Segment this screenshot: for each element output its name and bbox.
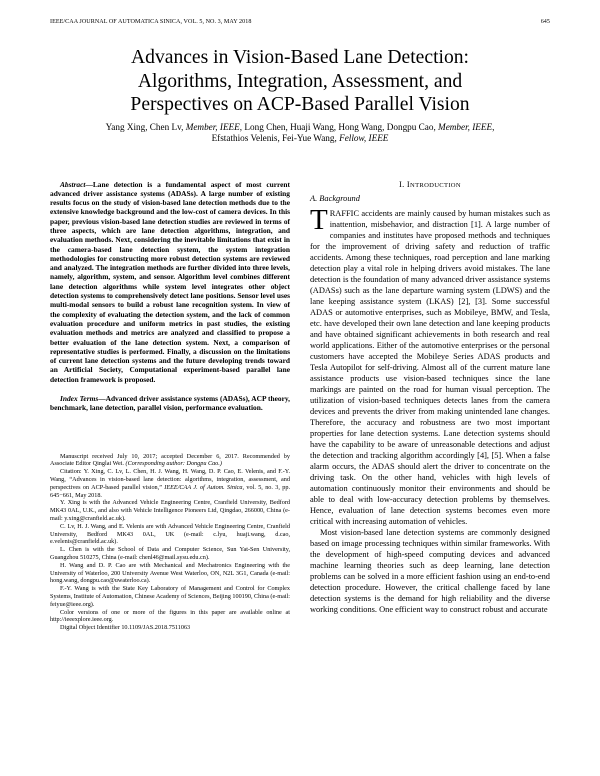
running-header (50, 18, 550, 26)
footnote-affiliation: H. Wang and D. P. Cao are with Mechanical and Mechatronics Engineering with the University of Waterloo, 200 University Avenue West Waterloo, ON, N2L 3G1, Canada (e-mail: hong.wang, dongpu.cao@uwaterloo.ca). (50, 561, 290, 585)
footnote-received: Manuscript received July 10, 2017; accepted December 6, 2017. Recommended by Associate Editor Qinglai Wei. (Corresponding author: Dongpu Cao.) (50, 452, 290, 468)
intro-paragraph: Most vision-based lane detection systems are commonly designed based on image processing techniques within similar frameworks. With the development of high-speed computing devices and advanced machine learning theories such as deep learning, lane detection problems can be solved in a more efficient fashion using an end-to-end detection procedure. However, the critical challenge faced by lane detection systems is the demand for high reliability and the diverse working conditions. One efficient way to construct robust and accurate (310, 527, 550, 614)
abstract-text: —Lane detection is a fundamental aspect of most current advanced driver assistance systems (ADASs). A large number of existing results focus on the study of vision-based lane detection methods due to the extensive knowledge background and the low-cost of camera devices. In this paper, previous vision-based lane detection studies are reviewed in terms of three aspects, which are lane detection algorithms, integration, and evaluation methods. Next, considering the inevitable limitations that exist in the camera-based lane detection system, the system integration methodologies for constructing more robust detection systems are reviewed and analyzed. The integration methods are further divided into three levels, namely, algorithm, system, and sensor. Algorithm level combines different lane detection algorithms while system level integrates other object detection systems to comprehensively detect lane positions. Sensor level uses multi-modal sensors to build a robust lane recognition system. In view of the complexity of evaluating the detection system, and the lack of common evaluation procedure and uniform metrics in past studies, the existing evaluation methods and metrics are analyzed and classified to propose a better evaluation of the lane detection system. Next, a comparison of representative studies is performed. Finally, a discussion on the limitations of current lane detection systems and the future developing trends toward an Artificial Society, Computational experiment-based parallel lane detection framework is proposed. (50, 179, 290, 384)
paper-title (50, 46, 550, 117)
footnote-affiliation: F.-Y. Wang is with the State Key Laboratory of Management and Control for Complex Systems, Institute of Automation, Chinese Academy of Sciences, Beijing 100190, China (e-mail: feiyue@ieee.org). (50, 585, 290, 608)
title-line: Algorithms, Integration, Assessment, and (137, 70, 463, 92)
footnotes (50, 453, 290, 632)
title-line: Perspectives on ACP-Based Parallel Vision (130, 94, 470, 115)
author-line: Efstathios Velenis, Fei-Yue Wang, Fellow, IEEE (211, 133, 389, 143)
two-column-body (50, 180, 550, 632)
abstract (50, 180, 290, 385)
subsection-heading: A. Background (310, 193, 360, 203)
author-line: Yang Xing, Chen Lv, Member, IEEE, Long Chen, Huaji Wang, Hong Wang, Dongpu Cao, Member, IEEE, (105, 121, 495, 132)
footnote-citation: Citation: Y. Xing, C. Lv, L. Chen, H. J. Wang, H. Wang, D. P. Cao, E. Velenis, and F.-Y. Wang, “Advances in vision-based lane detection: algorithms, integration, assessment, and perspectives on ACP-based parallel vision,” IEEE/CAA J. of Autom. Sinica, vol. 5, no. 3, pp. 645−661, May 2018. (50, 468, 290, 499)
footnote-affiliation: Y. Xing is with the Advanced Vehicle Engineering Centre, Cranfield University, Bedford MK43 0AL, U.K., and also with Vehicle Intelligence Pioneers Ltd, Qingdao, 266000, China (e-mail: y.xing@cranfield.ac.uk). (50, 499, 290, 522)
intro-paragraph: TRAFFIC accidents are mainly caused by human mistakes such as inattention, misbehavior, and distraction [1]. A large number of companies and institutes have proposed methods and techniques for the improvement of driving safety and reduction of traffic accidents. Among these techniques, road perception and lane marking detection play a vital role in helping drivers avoid mistakes. The lane detection is the foundation of many advanced driver assistance systems (ADASs) such as the lane departure warning system (LDWS) and the lane keeping assistance system (LKAS) [2], [3]. Some successful ADAS or automotive enterprises, such as Mobileye, BMW, and Tesla, etc. have developed their own lane detection and lane keeping products and have obtained significant achievements in both research and real world applications. Either of the automotive enterprises or the personal customers have accepted the Mobileye Series ADAS products and Tesla Autopilot for self-driving. Almost all of the current mature lane assistance products use vision-based techniques since the lane markings are painted on the road for human visual perception. The utilization of vision-based techniques detects lanes from the camera devices and prevents the driver from making unintended lane changes. Therefore, the accuracy and robustness are two most important properties for lane detection systems. Lane detection systems should have the capability to be aware of unreasonable detections and adjust the detection and tracking algorithm accordingly [4], [5]. When a false alarm occurs, the ADAS should alert the driver to concentrate on the driving task. On the other hand, vehicles with high levels of automation continuously monitor their environments and should be able to deal with low-accuracy detection problems by themselves. Hence, evaluation of lane detection systems becomes even more critical with increasing automation of vehicles. (310, 203, 550, 526)
left-column (50, 180, 290, 632)
abstract-label: Abstract (60, 179, 86, 189)
section-heading: I. INTRODUCTION (399, 179, 461, 189)
drop-cap: T (310, 203, 328, 236)
index-terms-label: Index Terms (60, 394, 99, 404)
author-list (50, 122, 550, 145)
page-number: 645 (540, 19, 550, 25)
index-terms (50, 394, 290, 413)
footnote-color-note: Color versions of one or more of the figures in this paper are available online at http://ieeexplore.ieee.org. (50, 608, 290, 624)
title-line: Advances in Vision-Based Lane Detection: (131, 47, 469, 68)
journal-name: IEEE/CAA JOURNAL OF AUTOMATICA SINICA, VOL. 5, NO. 3, MAY 2018 (50, 19, 252, 25)
right-column (310, 180, 550, 632)
footnote-doi: Digital Object Identifier 10.1109/JAS.2018.7511063 (60, 624, 191, 632)
footnote-affiliation: L. Chen is with the School of Data and Computer Science, Sun Yat-Sen University, Guangzhou 510275, China (e-mail: chenl46@mail.sysu.edu.cn). (50, 546, 290, 561)
footnote-affiliation: C. Lv, H. J. Wang, and E. Velenis are with Advanced Vehicle Engineering Centre, Cranfield University, Bedford MK43 0AL, UK (e-mail: c.lyu, huaji.wang, d.cao, e.velenis@cranfield.ac.uk). (50, 522, 290, 546)
index-terms-text: —Advanced driver assistance systems (ADASs), ACP theory, benchmark, lane detection, parallel vision, performance evaluation. (50, 394, 290, 413)
